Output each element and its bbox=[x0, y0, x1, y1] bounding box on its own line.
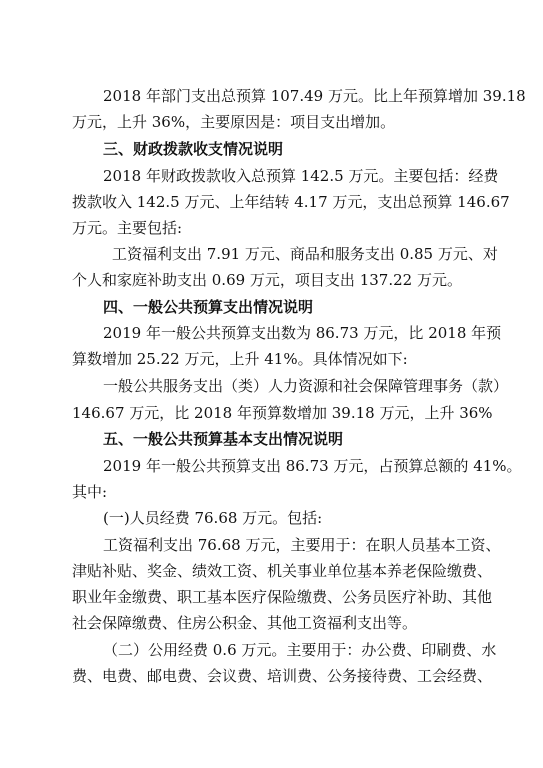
paragraph-line: 2019 年一般公共预算支出数为 86.73 万元，比 2018 年预 bbox=[103, 324, 502, 342]
paragraph-line: 社会保障缴费、住房公积金、其他工资福利支出等。 bbox=[72, 614, 418, 632]
paragraph-line: 费、电费、邮电费、会议费、培训费、公务接待费、工会经费、 bbox=[72, 667, 493, 685]
paragraph-line: 2018 年财政拨款收入总预算 142.5 万元。主要包括：经费 bbox=[103, 167, 499, 185]
paragraph-line: 146.67 万元，比 2018 年预算数增加 39.18 万元，上升 36% bbox=[72, 404, 493, 422]
paragraph-line: 2019 年一般公共预算支出 86.73 万元，占预算总额的 41%。 bbox=[103, 457, 522, 475]
paragraph-line: 算数增加 25.22 万元，上升 41%。具体情况如下: bbox=[72, 350, 408, 368]
section-heading: 四、一般公共预算支出情况说明 bbox=[103, 298, 314, 316]
paragraph-line: 一般公共服务支出（类）人力资源和社会保障管理事务（款） bbox=[103, 377, 509, 395]
section-heading: 三、财政拨款收支情况说明 bbox=[103, 140, 284, 158]
paragraph-line: 工资福利支出 7.91 万元、商品和服务支出 0.85 万元、对 bbox=[112, 245, 498, 263]
paragraph-line: 万元，上升 36%，主要原因是：项目支出增加。 bbox=[72, 113, 396, 131]
paragraph-line: 万元。主要包括: bbox=[72, 219, 183, 237]
paragraph-line: (一)人员经费 76.68 万元。包括: bbox=[103, 509, 323, 527]
section-heading: 五、一般公共预算基本支出情况说明 bbox=[103, 430, 344, 448]
paragraph-line: 2018 年部门支出总预算 107.49 万元。比上年预算增加 39.18 bbox=[103, 87, 526, 105]
paragraph-line: 拨款收入 142.5 万元、上年结转 4.17 万元，支出总预算 146.67 bbox=[72, 193, 510, 211]
paragraph-line: 津贴补贴、奖金、绩效工资、机关事业单位基本养老保险缴费、 bbox=[72, 562, 493, 580]
paragraph-line: （二）公用经费 0.6 万元。主要用于：办公费、印刷费、水 bbox=[103, 641, 497, 659]
paragraph-line: 其中: bbox=[72, 483, 108, 501]
paragraph-line: 工资福利支出 76.68 万元，主要用于：在职人员基本工资、 bbox=[103, 536, 501, 554]
paragraph-line: 个人和家庭补助支出 0.69 万元，项目支出 137.22 万元。 bbox=[72, 271, 462, 289]
paragraph-line: 职业年金缴费、职工基本医疗保险缴费、公务员医疗补助、其他 bbox=[72, 588, 493, 606]
